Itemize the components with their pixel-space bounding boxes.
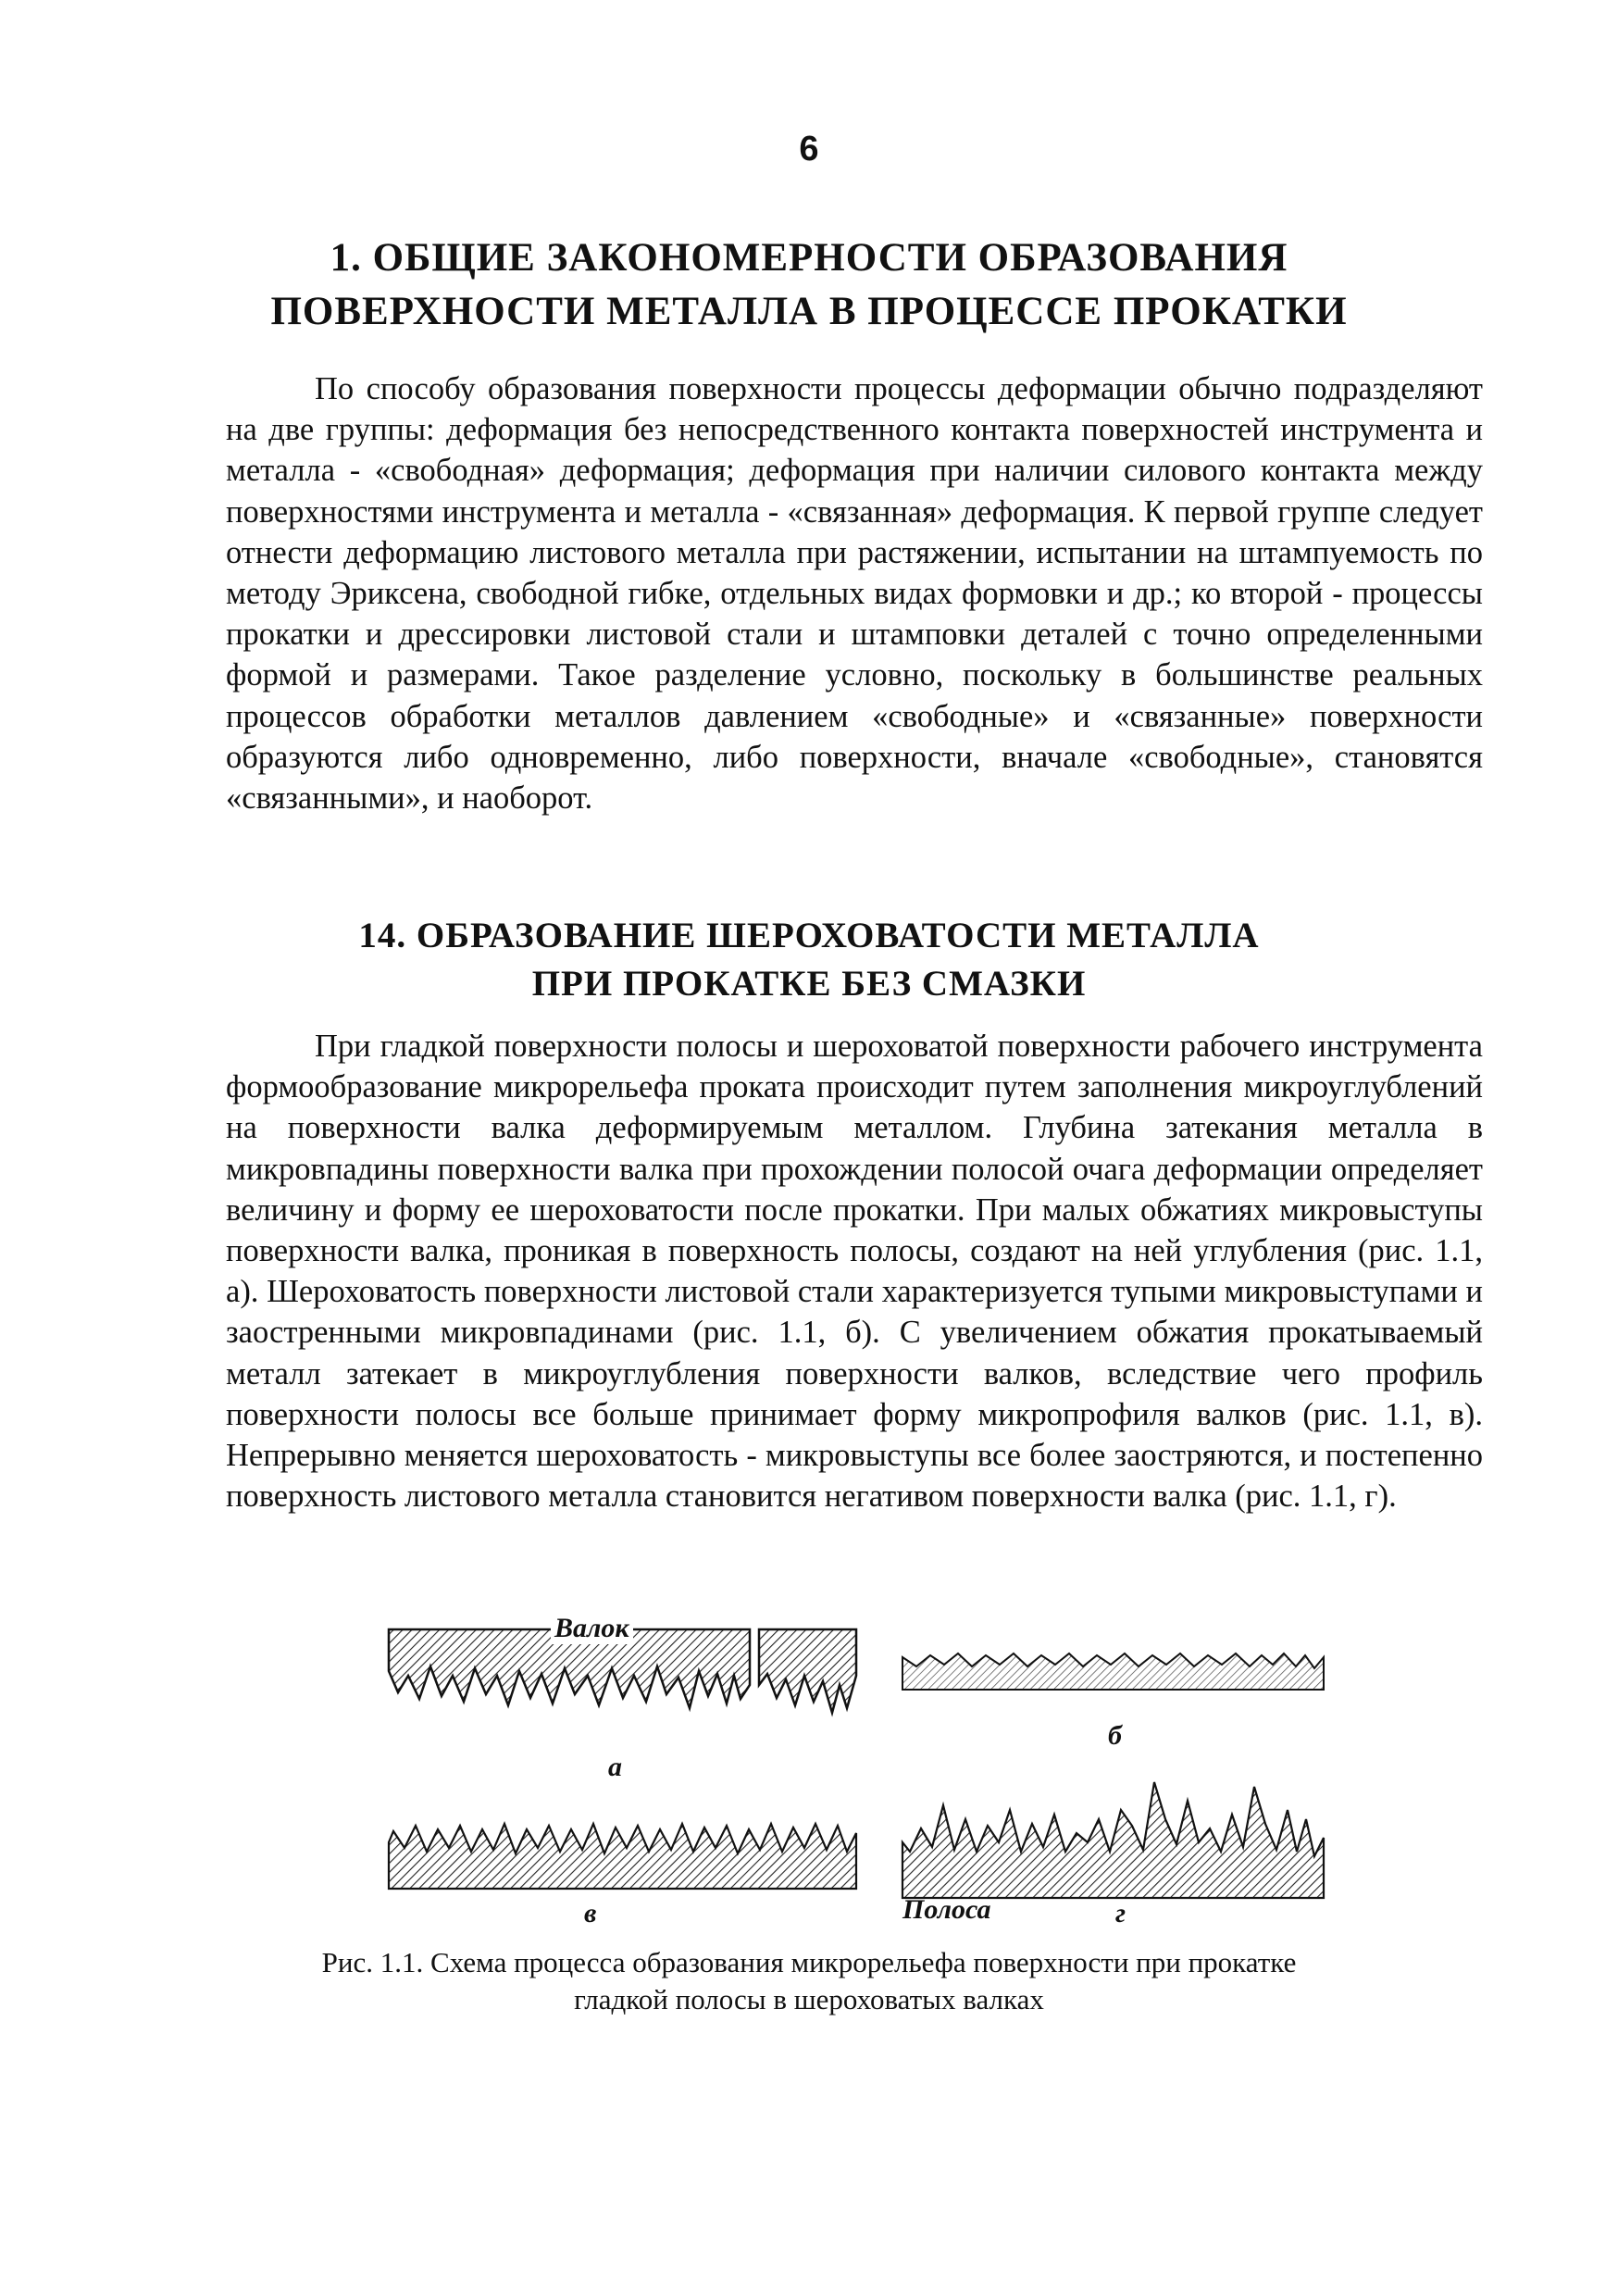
label-g: г [1115,1898,1126,1928]
panel-v-strip [389,1824,856,1889]
section-title-line1: 14. ОБРАЗОВАНИЕ ШЕРОХОВАТОСТИ МЕТАЛЛА [358,916,1260,955]
chapter-title [0,231,1618,339]
panel-a-roll-right [759,1629,856,1713]
label-strip: Полоса [902,1894,991,1925]
figure-caption-line1: Рис. 1.1. Схема процесса образования микрорельефа поверхности при прокатке [321,1946,1297,1978]
panel-g-strip [902,1782,1324,1898]
intro-paragraph: По способу образования поверхности процессы деформации обычно подразделяют на две группы: деформация без непосредственного контакта поверхностей инструмента и металла - «свободная» деформация; деформация при наличии силового контакта между поверхностями инструмента и металла - «связанная» деформация. К первой группе следует отнести деформацию листового металла при растяжении, испытании на штампуемость по методу Эриксена, свободной гибке, отдельных видах формовки и др.; ко второй - процессы прокатки и дрессировки листовой стали и штамповки деталей с точно определенными формой и размерами. Такое разделение условно, поскольку в большинстве реальных процессов обработки металлов давлением «свободные» и «связанные» поверхности образуются либо одновременно, либо поверхности, вначале «свободные», становятся «связанными», и наоборот. [226,371,1483,817]
panel-b-strip [902,1653,1324,1690]
section-title-line2: ПРИ ПРОКАТКЕ БЕЗ СМАЗКИ [531,964,1087,1004]
label-a: а [608,1752,622,1782]
figure-caption-line2: гладкой полосы в шероховатых валках [574,1983,1044,2015]
chapter-title-line1: 1. ОБЩИЕ ЗАКОНОМЕРНОСТИ ОБРАЗОВАНИЯ [330,236,1288,280]
label-b: б [1108,1720,1122,1751]
roughness-diagram [384,1620,1333,1916]
section-paragraph: При гладкой поверхности полосы и шероховатой поверхности рабочего инструмента формообразование микрорельефа проката происходит путем заполнения микроуглублений на поверхности валка деформируемым металлом. Глубина затекания металла в микровпадины поверхности валка при прохождении полосой очага деформации определяет величину и форму ее шероховатости после прокатки. При малых обжатиях микровыступы поверхности валка, проникая в поверхность полосы, создают на ней углубления (рис. 1.1, а). Шероховатость поверхности листовой стали характеризуется тупыми микровыступами и заостренными микровпадинами (рис. 1.1, б). С увеличением обжатия прокатываемый металл затекает в микроуглубления поверхности валков, вследствие чего профиль поверхности полосы все больше принимает форму микропрофиля валков (рис. 1.1, в). Непрерывно меняется шероховатость - микровыступы все более заостряются, и постепенно поверхность листового металла становится негативом поверхности валка (рис. 1.1, г). [226,1029,1483,1515]
figure-caption [0,1944,1618,2018]
label-roll: Валок [551,1613,633,1644]
section-title [0,912,1618,1008]
figure-1-1 [384,1613,1333,1928]
chapter-title-line2: ПОВЕРХНОСТИ МЕТАЛЛА В ПРОЦЕССЕ ПРОКАТКИ [270,290,1348,333]
page-number: 6 [799,130,819,168]
label-v: в [584,1898,597,1928]
